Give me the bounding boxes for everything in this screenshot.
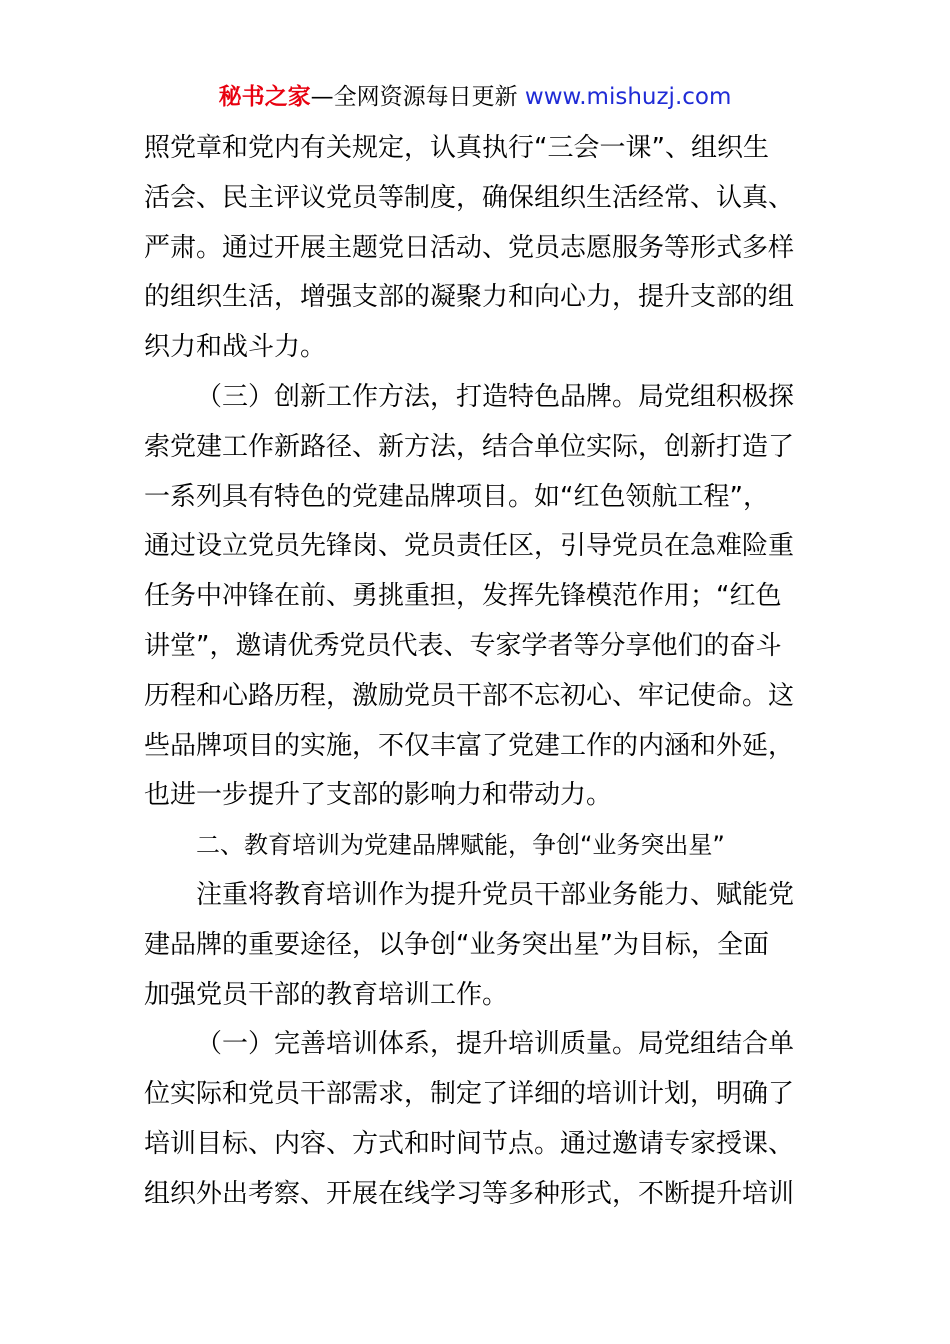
text-line: 位实际和党员干部需求，制定了详细的培训计划，明确了	[144, 1079, 795, 1110]
text-line: （三）创新工作方法，打造特色品牌。局党组积极探	[196, 381, 795, 412]
page-header	[0, 80, 950, 114]
text-line: 些品牌项目的实施，不仅丰富了党建工作的内涵和外延，	[144, 730, 795, 761]
header-tagline: —全网资源每日更新	[310, 84, 525, 110]
document-body	[144, 124, 814, 1220]
website-url: www.mishuzj.com	[524, 84, 732, 110]
text-line: 的组织生活，增强支部的凝聚力和向心力，提升支部的组	[144, 282, 795, 313]
text-line: 严肃。通过开展主题党日活动、党员志愿服务等形式多样	[144, 232, 795, 263]
section-heading: 二、教育培训为党建品牌赋能，争创“业务突出星”	[196, 831, 725, 860]
text-line: 通过设立党员先锋岗、党员责任区，引导党员在急难险重	[144, 531, 795, 562]
text-line: 索党建工作新路径、新方法，结合单位实际，创新打造了	[144, 431, 795, 462]
text-line: 也进一步提升了支部的影响力和带动力。	[144, 780, 613, 811]
text-line: 组织外出考察、开展在线学习等多种形式，不断提升培训	[144, 1178, 795, 1209]
text-line: 注重将教育培训作为提升党员干部业务能力、赋能党	[196, 879, 795, 910]
text-line: 讲堂”，邀请优秀党员代表、专家学者等分享他们的奋斗	[144, 630, 782, 661]
text-line: 照党章和党内有关规定，认真执行“三会一课”、组织生	[144, 133, 769, 163]
brand-name: 秘书之家	[218, 84, 311, 110]
text-line: 历程和心路历程，激励党员干部不忘初心、牢记使命。这	[144, 680, 795, 711]
text-line: 加强党员干部的教育培训工作。	[144, 979, 509, 1010]
text-line: （一）完善培训体系，提升培训质量。局党组结合单	[196, 1029, 795, 1060]
text-line: 培训目标、内容、方式和时间节点。通过邀请专家授课、	[144, 1128, 795, 1159]
text-line: 活会、民主评议党员等制度，确保组织生活经常、认真、	[144, 182, 795, 213]
text-line: 任务中冲锋在前、勇挑重担，发挥先锋模范作用；“红色	[144, 581, 782, 612]
text-line: 建品牌的重要途径，以争创“业务突出星”为目标，全面	[144, 929, 769, 960]
text-line: 织力和战斗力。	[144, 332, 327, 363]
text-line: 一系列具有特色的党建品牌项目。如“红色领航工程”，	[144, 481, 769, 512]
